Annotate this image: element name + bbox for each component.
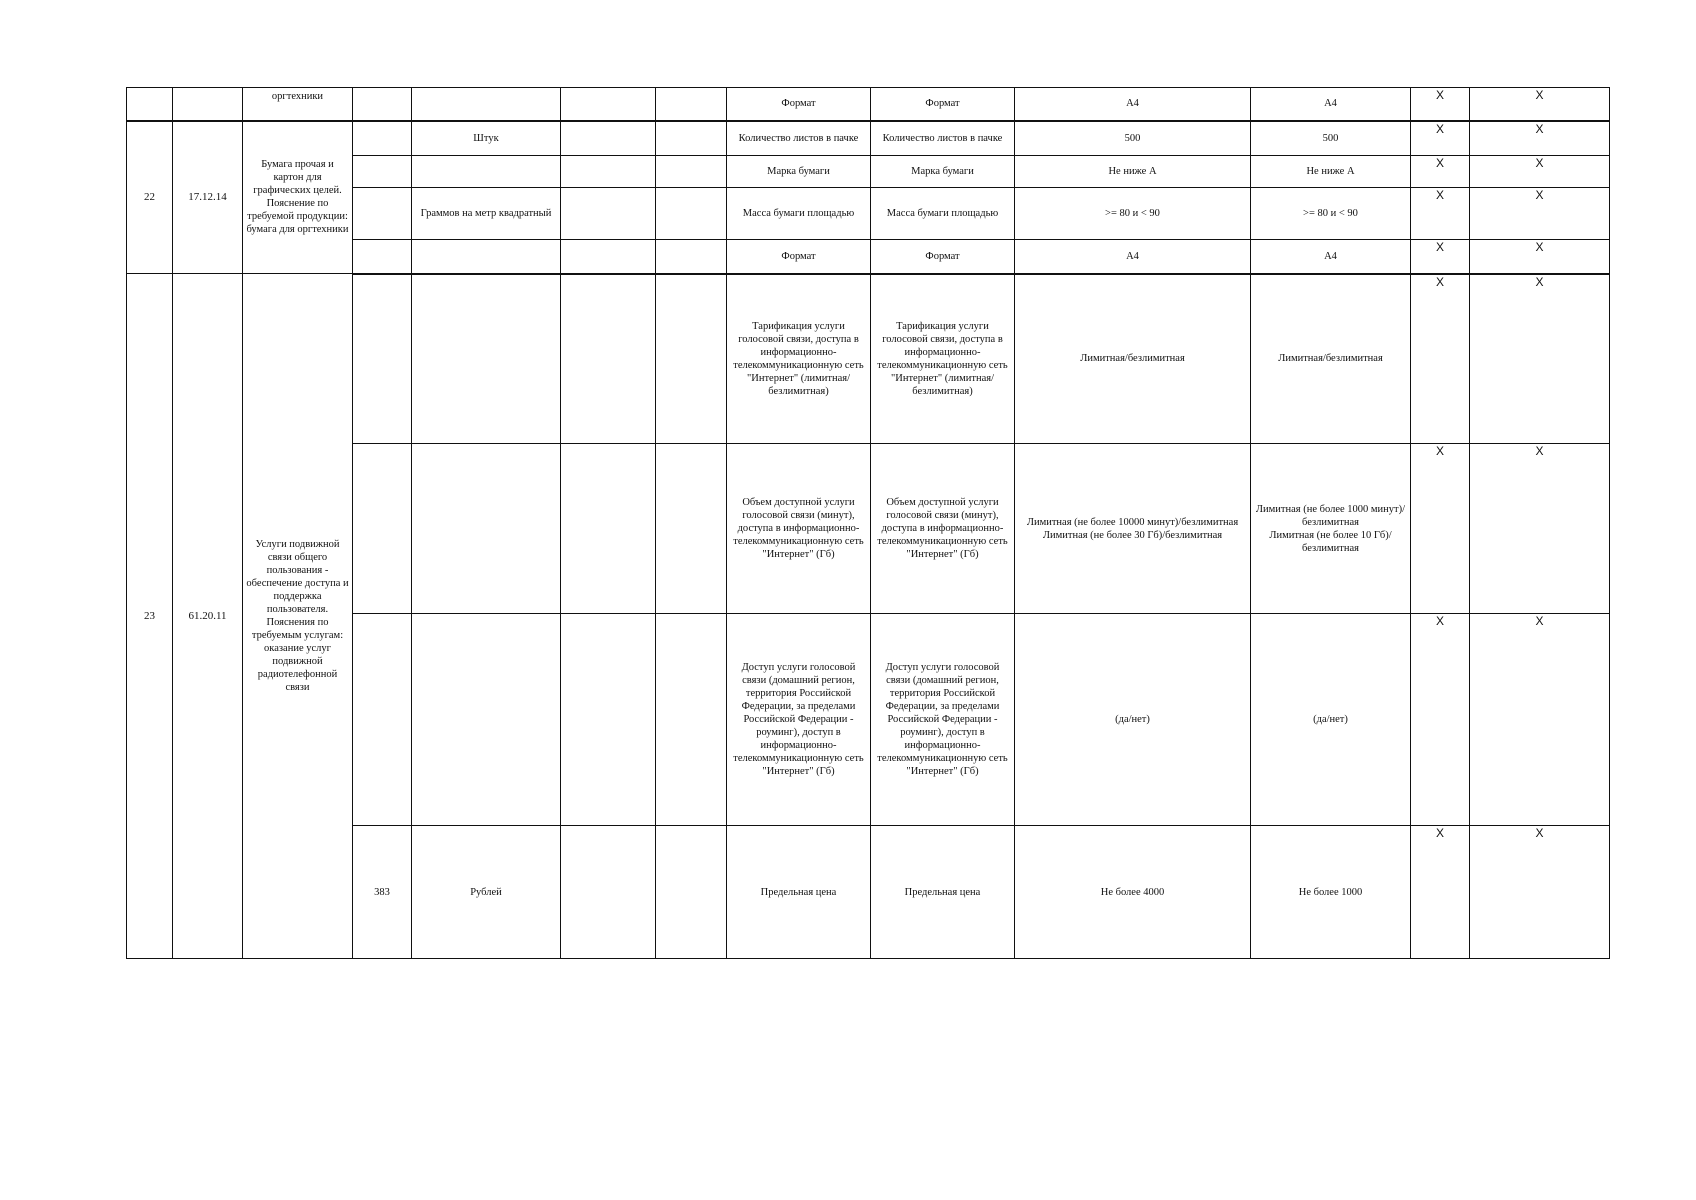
unit-name-cell <box>412 156 561 188</box>
table-row <box>127 88 1610 121</box>
unit-name-cell: Рублей <box>412 826 561 959</box>
x-mark-cell: X <box>1470 240 1610 274</box>
characteristic-cell: Формат <box>871 240 1015 274</box>
value-cell: Лимитная/безлимитная <box>1015 274 1251 444</box>
characteristic-cell: Тарификация услуги голосовой связи, доступа в информационно-телекоммуникационную сеть "Интернет" (лимитная/безлимитная) <box>871 274 1015 444</box>
okei-code-cell <box>353 88 412 121</box>
okpd-code-cell: 17.12.14 <box>173 121 243 274</box>
product-name-cell: Бумага прочая и картон для графических целей. Пояснение по требуемой продукции: бумага для оргтехники <box>243 121 353 274</box>
empty-cell <box>561 444 656 614</box>
value-line: Лимитная (не более 10000 минут)/безлимитная <box>1026 516 1239 528</box>
value-cell: Не более 4000 <box>1015 826 1251 959</box>
characteristic-cell: Предельная цена <box>727 826 871 959</box>
product-name-cell: оргтехники <box>243 88 353 121</box>
x-mark-cell: X <box>1470 614 1610 826</box>
empty-cell <box>656 121 727 156</box>
empty-cell <box>561 614 656 826</box>
empty-cell <box>656 614 727 826</box>
empty-cell <box>561 188 656 240</box>
characteristic-cell: Формат <box>727 88 871 121</box>
value-cell: Не ниже А <box>1251 156 1411 188</box>
x-mark-cell: X <box>1411 121 1470 156</box>
value-cell: 500 <box>1015 121 1251 156</box>
characteristic-cell: Предельная цена <box>871 826 1015 959</box>
characteristic-cell: Марка бумаги <box>727 156 871 188</box>
value-cell: Не более 1000 <box>1251 826 1411 959</box>
x-mark-cell: X <box>1470 274 1610 444</box>
okei-code-cell <box>353 240 412 274</box>
x-mark-cell: X <box>1470 188 1610 240</box>
characteristic-cell: Масса бумаги площадью <box>727 188 871 240</box>
empty-cell <box>656 188 727 240</box>
okpd-code-cell <box>173 88 243 121</box>
value-cell: Лимитная/безлимитная <box>1251 274 1411 444</box>
x-mark-cell: X <box>1411 88 1470 121</box>
value-cell: 500 <box>1251 121 1411 156</box>
product-name-cell: Услуги подвижной связи общего пользования - обеспечение доступа и поддержка пользователя. Пояснения по требуемым услугам: оказание услуг подвижной радиотелефонной связи <box>243 274 353 959</box>
x-mark-cell: X <box>1411 274 1470 444</box>
x-mark-cell: X <box>1470 121 1610 156</box>
x-mark-cell: X <box>1411 156 1470 188</box>
characteristic-cell: Количество листов в пачке <box>871 121 1015 156</box>
x-mark-cell: X <box>1411 614 1470 826</box>
x-mark-cell: X <box>1411 240 1470 274</box>
unit-name-cell <box>412 274 561 444</box>
unit-name-cell <box>412 240 561 274</box>
value-cell: Не ниже А <box>1015 156 1251 188</box>
okpd-code-cell: 61.20.11 <box>173 274 243 959</box>
value-cell: (да/нет) <box>1251 614 1411 826</box>
value-cell: А4 <box>1015 88 1251 121</box>
okei-code-cell <box>353 614 412 826</box>
characteristic-cell: Марка бумаги <box>871 156 1015 188</box>
empty-cell <box>561 156 656 188</box>
empty-cell <box>561 88 656 121</box>
characteristic-cell: Формат <box>871 88 1015 121</box>
empty-cell <box>561 826 656 959</box>
x-mark-cell: X <box>1470 156 1610 188</box>
unit-name-cell <box>412 614 561 826</box>
empty-cell <box>656 826 727 959</box>
okei-code-cell: 383 <box>353 826 412 959</box>
characteristic-cell: Объем доступной услуги голосовой связи (минут), доступа в информационно-телекоммуникационную сеть "Интернет" (Гб) <box>727 444 871 614</box>
table-row <box>127 121 1610 156</box>
table-row <box>127 274 1610 444</box>
value-cell: >= 80 и < 90 <box>1015 188 1251 240</box>
x-mark-cell: X <box>1470 826 1610 959</box>
unit-name-cell <box>412 444 561 614</box>
value-line: Лимитная (не более 10 Гб)/безлимитная <box>1269 529 1392 554</box>
characteristic-cell: Объем доступной услуги голосовой связи (минут), доступа в информационно-телекоммуникационную сеть "Интернет" (Гб) <box>871 444 1015 614</box>
empty-cell <box>561 274 656 444</box>
x-mark-cell: X <box>1411 188 1470 240</box>
characteristic-cell: Количество листов в пачке <box>727 121 871 156</box>
empty-cell <box>656 444 727 614</box>
okei-code-cell <box>353 274 412 444</box>
unit-name-cell: Штук <box>412 121 561 156</box>
okei-code-cell <box>353 156 412 188</box>
requirements-table <box>126 87 1610 959</box>
row-number-cell <box>127 88 173 121</box>
value-cell <box>1251 444 1411 614</box>
x-mark-cell: X <box>1470 88 1610 121</box>
x-mark-cell: X <box>1470 444 1610 614</box>
value-cell: >= 80 и < 90 <box>1251 188 1411 240</box>
characteristic-cell: Масса бумаги площадью <box>871 188 1015 240</box>
unit-name-cell <box>412 88 561 121</box>
value-cell: А4 <box>1015 240 1251 274</box>
characteristic-cell: Тарификация услуги голосовой связи, доступа в информационно-телекоммуникационную сеть "Интернет" (лимитная/безлимитная) <box>727 274 871 444</box>
unit-name-cell: Граммов на метр квадратный <box>412 188 561 240</box>
row-number-cell: 23 <box>127 274 173 959</box>
value-cell: А4 <box>1251 240 1411 274</box>
okei-code-cell <box>353 121 412 156</box>
value-line: Лимитная (не более 1000 минут)/безлимитная <box>1255 503 1406 528</box>
empty-cell <box>561 121 656 156</box>
characteristic-cell: Формат <box>727 240 871 274</box>
empty-cell <box>561 240 656 274</box>
empty-cell <box>656 274 727 444</box>
okei-code-cell <box>353 444 412 614</box>
characteristic-cell: Доступ услуги голосовой связи (домашний регион, территория Российской Федерации, за пределами Российской Федерации - роуминг), доступ в информационно-телекоммуникационную сеть "Интернет" (Гб) <box>727 614 871 826</box>
value-cell: (да/нет) <box>1015 614 1251 826</box>
empty-cell <box>656 240 727 274</box>
value-cell <box>1015 444 1251 614</box>
value-cell: А4 <box>1251 88 1411 121</box>
x-mark-cell: X <box>1411 444 1470 614</box>
okei-code-cell <box>353 188 412 240</box>
row-number-cell: 22 <box>127 121 173 274</box>
characteristic-cell: Доступ услуги голосовой связи (домашний регион, территория Российской Федерации, за пределами Российской Федерации - роуминг), доступ в информационно-телекоммуникационную сеть "Интернет" (Гб) <box>871 614 1015 826</box>
empty-cell <box>656 156 727 188</box>
x-mark-cell: X <box>1411 826 1470 959</box>
value-line: Лимитная (не более 30 Гб)/безлимитная <box>1042 529 1223 541</box>
empty-cell <box>656 88 727 121</box>
